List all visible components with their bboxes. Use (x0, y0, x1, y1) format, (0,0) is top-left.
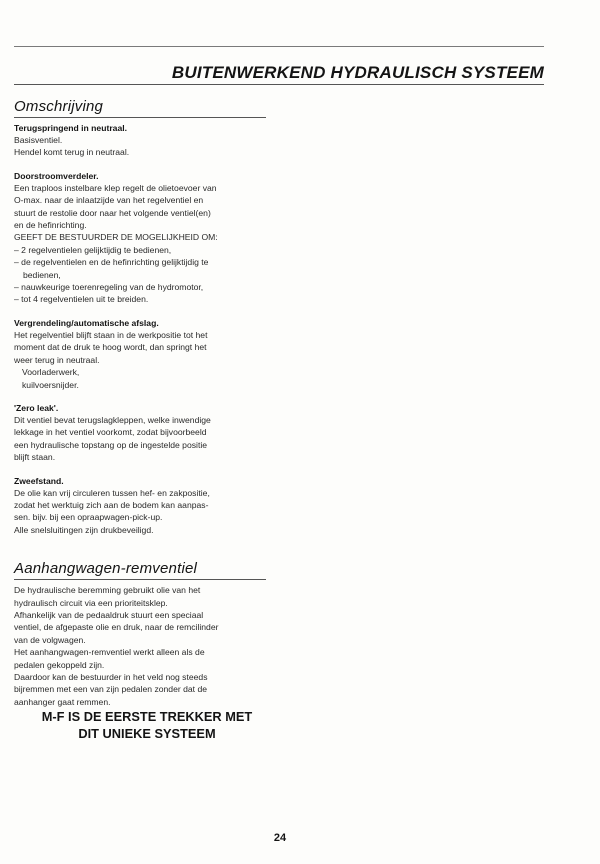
section-heading-omschrijving: Omschrijving (14, 98, 266, 118)
paragraph-line: een hydraulische topstang op de ingestelde positie (14, 439, 208, 450)
paragraph-line: Hendel komt terug in neutraal. (14, 147, 130, 158)
block-vergrendeling (14, 317, 266, 391)
text-column (14, 98, 266, 708)
paragraph-line: moment dat de druk te hoog wordt, dan springt het (14, 342, 207, 353)
block-title: Doorstroomverdeler. (14, 170, 99, 181)
block-title: 'Zero leak'. (14, 402, 59, 413)
list-item: – tot 4 regelventielen uit te breiden. (14, 294, 149, 305)
block-title: Vergrendeling/automatische afslag. (14, 317, 159, 328)
page-number: 24 (273, 832, 287, 844)
block-doorstroomverdeler (14, 170, 266, 306)
page-header-title: BUITENWERKEND HYDRAULISCH SYSTEEM (171, 63, 544, 82)
paragraph-line: hydraulisch circuit via een prioriteitsklep. (14, 597, 168, 608)
paragraph-line: lekkage in het ventiel voorkomt, zodat bijvoorbeeld (14, 427, 207, 438)
block-zero-leak (14, 402, 266, 464)
paragraph-line: bijremmen met een van zijn pedalen zonder dat de (14, 684, 207, 695)
paragraph-line: Een traploos instelbare klep regelt de olietoevoer van (14, 182, 217, 193)
paragraph-line: weer terug in neutraal. (14, 354, 100, 365)
list-item: – de regelventielen en de hefinrichting gelijktijdig te (14, 257, 209, 268)
paragraph-line: ventiel, de afgepaste olie en druk, naar de remcilinder (14, 622, 219, 633)
paragraph-line: stuurt de restolie door naar het volgende ventiel(en) (14, 207, 211, 218)
paragraph-line: zodat het werktuig zich aan de bodem kan aanpas- (14, 499, 209, 510)
paragraph-line: en de hefinrichting. (14, 220, 87, 231)
list-item-continuation: bedienen, (23, 269, 61, 280)
paragraph-line: De olie kan vrij circuleren tussen hef- en zakpositie, (14, 487, 210, 498)
list-item: – 2 regelventielen gelijktijdig te bedienen, (14, 244, 172, 255)
top-rule (14, 46, 544, 47)
statement-line: DIT UNIEKE SYSTEEM (78, 726, 216, 741)
section-heading-remventiel: Aanhangwagen-remventiel (14, 560, 266, 580)
block-zweefstand (14, 475, 266, 537)
paragraph-line: Alle snelsluitingen zijn drukbeveiligd. (14, 524, 154, 535)
paragraph-line: sen. bijv. bij een opraapwagen-pick-up. (14, 512, 163, 523)
block-title: Terugspringend in neutraal. (14, 123, 128, 133)
paragraph-line: GEEFT DE BESTUURDER DE MOGELIJKHEID OM: (14, 232, 218, 243)
block-title: Zweefstand. (14, 475, 64, 486)
paragraph-line: aanhanger gaat remmen. (14, 696, 111, 707)
list-item: – nauwkeurige toerenregeling van de hydromotor, (14, 282, 204, 293)
paragraph-line: Daardoor kan de bestuurder in het veld nog steeds (14, 672, 208, 682)
paragraph-line: Basisventiel. (14, 135, 63, 145)
block-terugspringend (14, 122, 266, 159)
paragraph-line: Afhankelijk van de pedaaldruk stuurt een speciaal (14, 609, 204, 620)
example-line: Voorladerwerk, (22, 367, 80, 378)
paragraph-line: Het aanhangwagen-remventiel werkt alleen als de (14, 647, 205, 658)
paragraph-line: van de volgwagen. (14, 634, 86, 645)
paragraph-line: Het regelventiel blijft staan in de werkpositie tot het (14, 329, 208, 340)
paragraph-line: pedalen gekoppeld zijn. (14, 659, 105, 670)
statement-line: M-F IS DE EERSTE TREKKER MET (41, 709, 253, 724)
header-rule (14, 84, 544, 85)
paragraph-line: blijft staan. (14, 452, 56, 463)
example-line: kuilvoersnijder. (22, 379, 79, 390)
highlight-statement (14, 708, 280, 742)
paragraph-line: O-max. naar de inlaatzijde van het regelventiel en (14, 195, 204, 206)
block-remventiel (14, 584, 266, 708)
paragraph-line: Dit ventiel bevat terugslagkleppen, welke inwendige (14, 414, 211, 425)
paragraph-line: De hydraulische beremming gebruikt olie van het (14, 585, 201, 596)
